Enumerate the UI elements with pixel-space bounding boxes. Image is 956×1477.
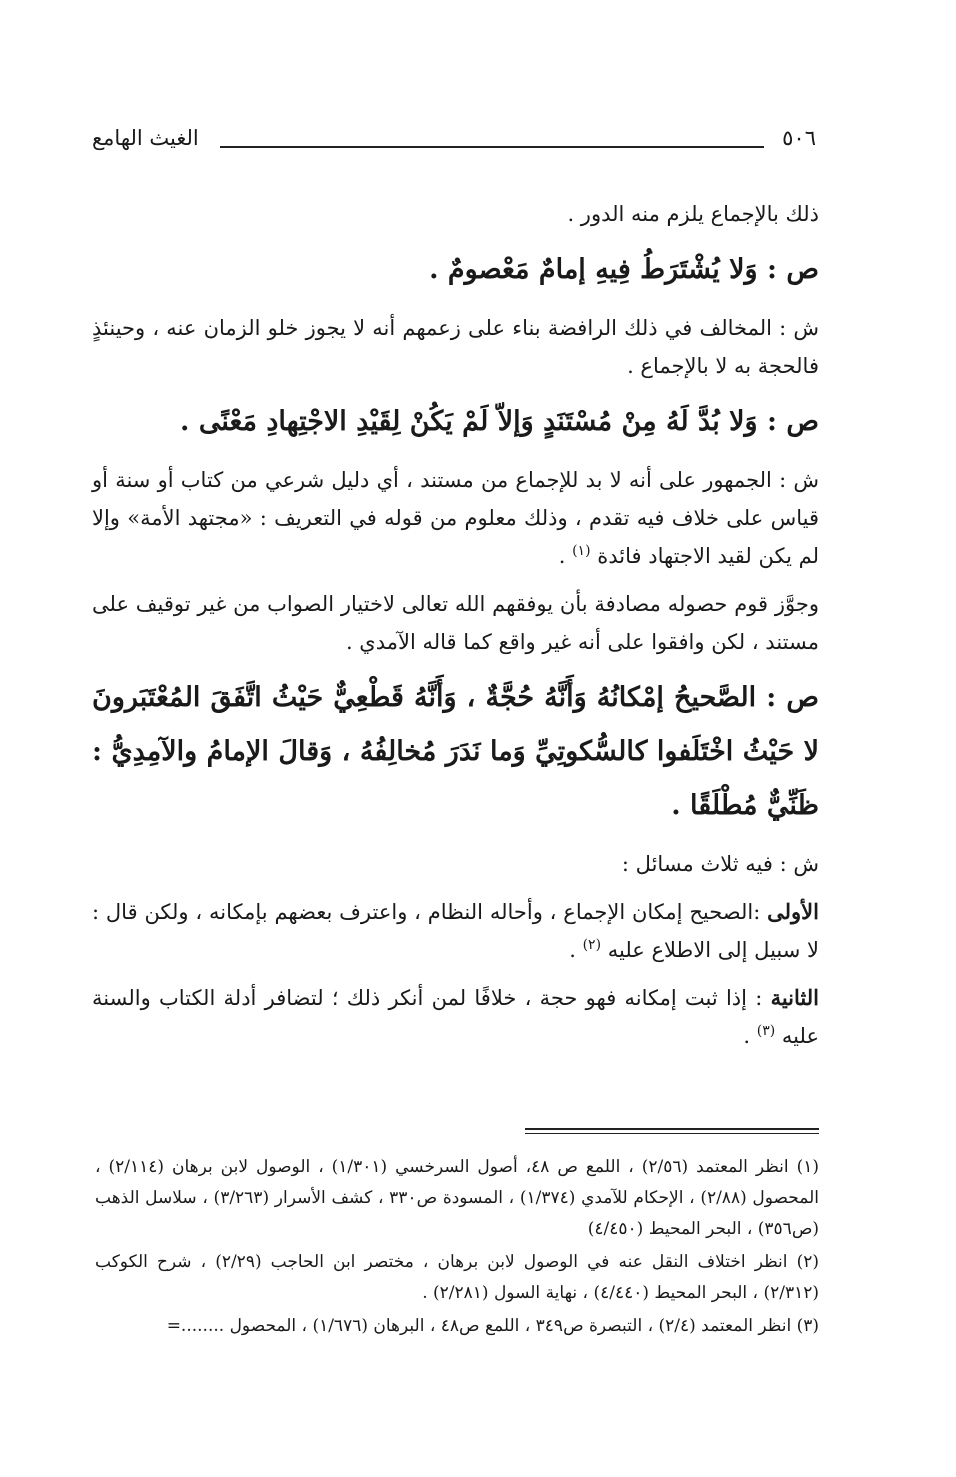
issue-second-label: الثانية	[770, 985, 819, 1010]
issue-first-text: :الصحيح إمكان الإجماع ، وأحاله النظام ، واعترف بعضهم بإمكانه ، ولكن قال : لا سبيل إلى الاطلاع عليه	[92, 900, 819, 962]
matn-mustanad: ص : وَلا بُدَّ لَهُ مِنْ مُسْتَنَدٍ وَإلاّ لَمْ يَكُنْ لِقَيْدِ الاجْتِهادِ مَعْنًى .	[180, 406, 819, 437]
header-rule	[220, 146, 764, 148]
period: .	[569, 938, 583, 962]
footnote-separator	[525, 1128, 819, 1134]
issue-second	[92, 979, 819, 1055]
footnotes	[95, 1152, 819, 1344]
main-text	[92, 195, 819, 1065]
period: .	[558, 544, 573, 568]
page-number: ٥٠٦	[782, 126, 816, 150]
footnote-ref-3[interactable]: (٣)	[756, 1023, 776, 1039]
matn-imkan: ص : الصَّحيحُ إمْكانُهُ وَأَنَّهُ حُجَّةٌ ، وَأَنَّهُ قَطْعِيٌّ حَيْثُ اتَّفَقَ المُعْتَبَرونَ لا حَيْثُ اخْتَلَفوا كالسُّكوتِيِّ وَما نَدَرَ مُخالِفُهُ ، وَقالَ الإمامُ والآمِدِيُّ : ظَنِّيٌّ مُطْلَقًا .	[92, 682, 819, 821]
issue-first-label: الأولى	[767, 899, 819, 924]
paragraph-musadafa: وجوَّز قوم حصوله مصادفة بأن يوفقهم الله تعالى لاختيار الصواب من غير توقيف على مستند ، لكن وافقوا على أنه غير واقع كما قاله الآمدي .	[92, 592, 819, 654]
sharh-mustanad	[92, 461, 819, 575]
sharh-rafida: ش : المخالف في ذلك الرافضة بناء على زعمهم أنه لا يجوز خلو الزمان عنه ، وحينئذٍ فالحجة به لا بالإجماع .	[92, 316, 819, 378]
running-header	[92, 126, 816, 162]
matn-no-infallible-imam: ص : وَلا يُشْتَرَطُ فِيهِ إمامٌ مَعْصومٌ .	[429, 254, 819, 285]
footnote-ref-1[interactable]: (١)	[572, 543, 591, 559]
sharh-three-issues: ش : فيه ثلاث مسائل :	[621, 852, 819, 876]
issue-first	[92, 893, 819, 969]
footnote-ref-2[interactable]: (٢)	[582, 937, 602, 953]
paragraph-continuation: ذلك بالإجماع يلزم منه الدور .	[567, 202, 819, 226]
period: .	[743, 1024, 757, 1048]
sharh-mustanad-text: ش : الجمهور على أنه لا بد للإجماع من مستند ، أي دليل شرعي من كتاب أو سنة أو قياس على خلاف فيه تقدم ، وذلك معلوم من قوله في التعريف : «مجتهد الأمة» وإلا لم يكن لقيد الاجتهاد فائدة	[92, 468, 819, 568]
book-title: الغيث الهامع	[92, 126, 199, 150]
issue-second-text: : إذا ثبت إمكانه فهو حجة ، خلافًا لمن أنكر ذلك ؛ لتضافر أدلة الكتاب والسنة عليه	[92, 986, 819, 1048]
footnote-1: (١) انظر المعتمد (٢/٥٦) ، اللمع ص ٤٨، أصول السرخسي (١/٣٠١) ، الوصول لابن برهان (٢/١١٤) ، المحصول (٢/٨٨) ، الإحكام للآمدي (١/٣٧٤) ، المسودة ص٣٣٠ ، كشف الأسرار (٣/٢٦٣) ، سلاسل الذهب (ص٣٥٦) ، البحر المحيط (٤/٤٥٠)	[95, 1157, 819, 1239]
footnote-3: (٣) انظر المعتمد (٢/٤) ، التبصرة ص٣٤٩ ، اللمع ص٤٨ ، البرهان (١/٦٧٦) ، المحصول ........=	[166, 1316, 819, 1336]
footnote-2: (٢) انظر اختلاف النقل عنه في الوصول لابن برهان ، مختصر ابن الحاجب (٢/٢٩) ، شرح الكوكب (٢/٣١٢) ، البحر المحيط (٤/٤٤٠) ، نهاية السول (٢/٢٨١) .	[95, 1252, 819, 1303]
